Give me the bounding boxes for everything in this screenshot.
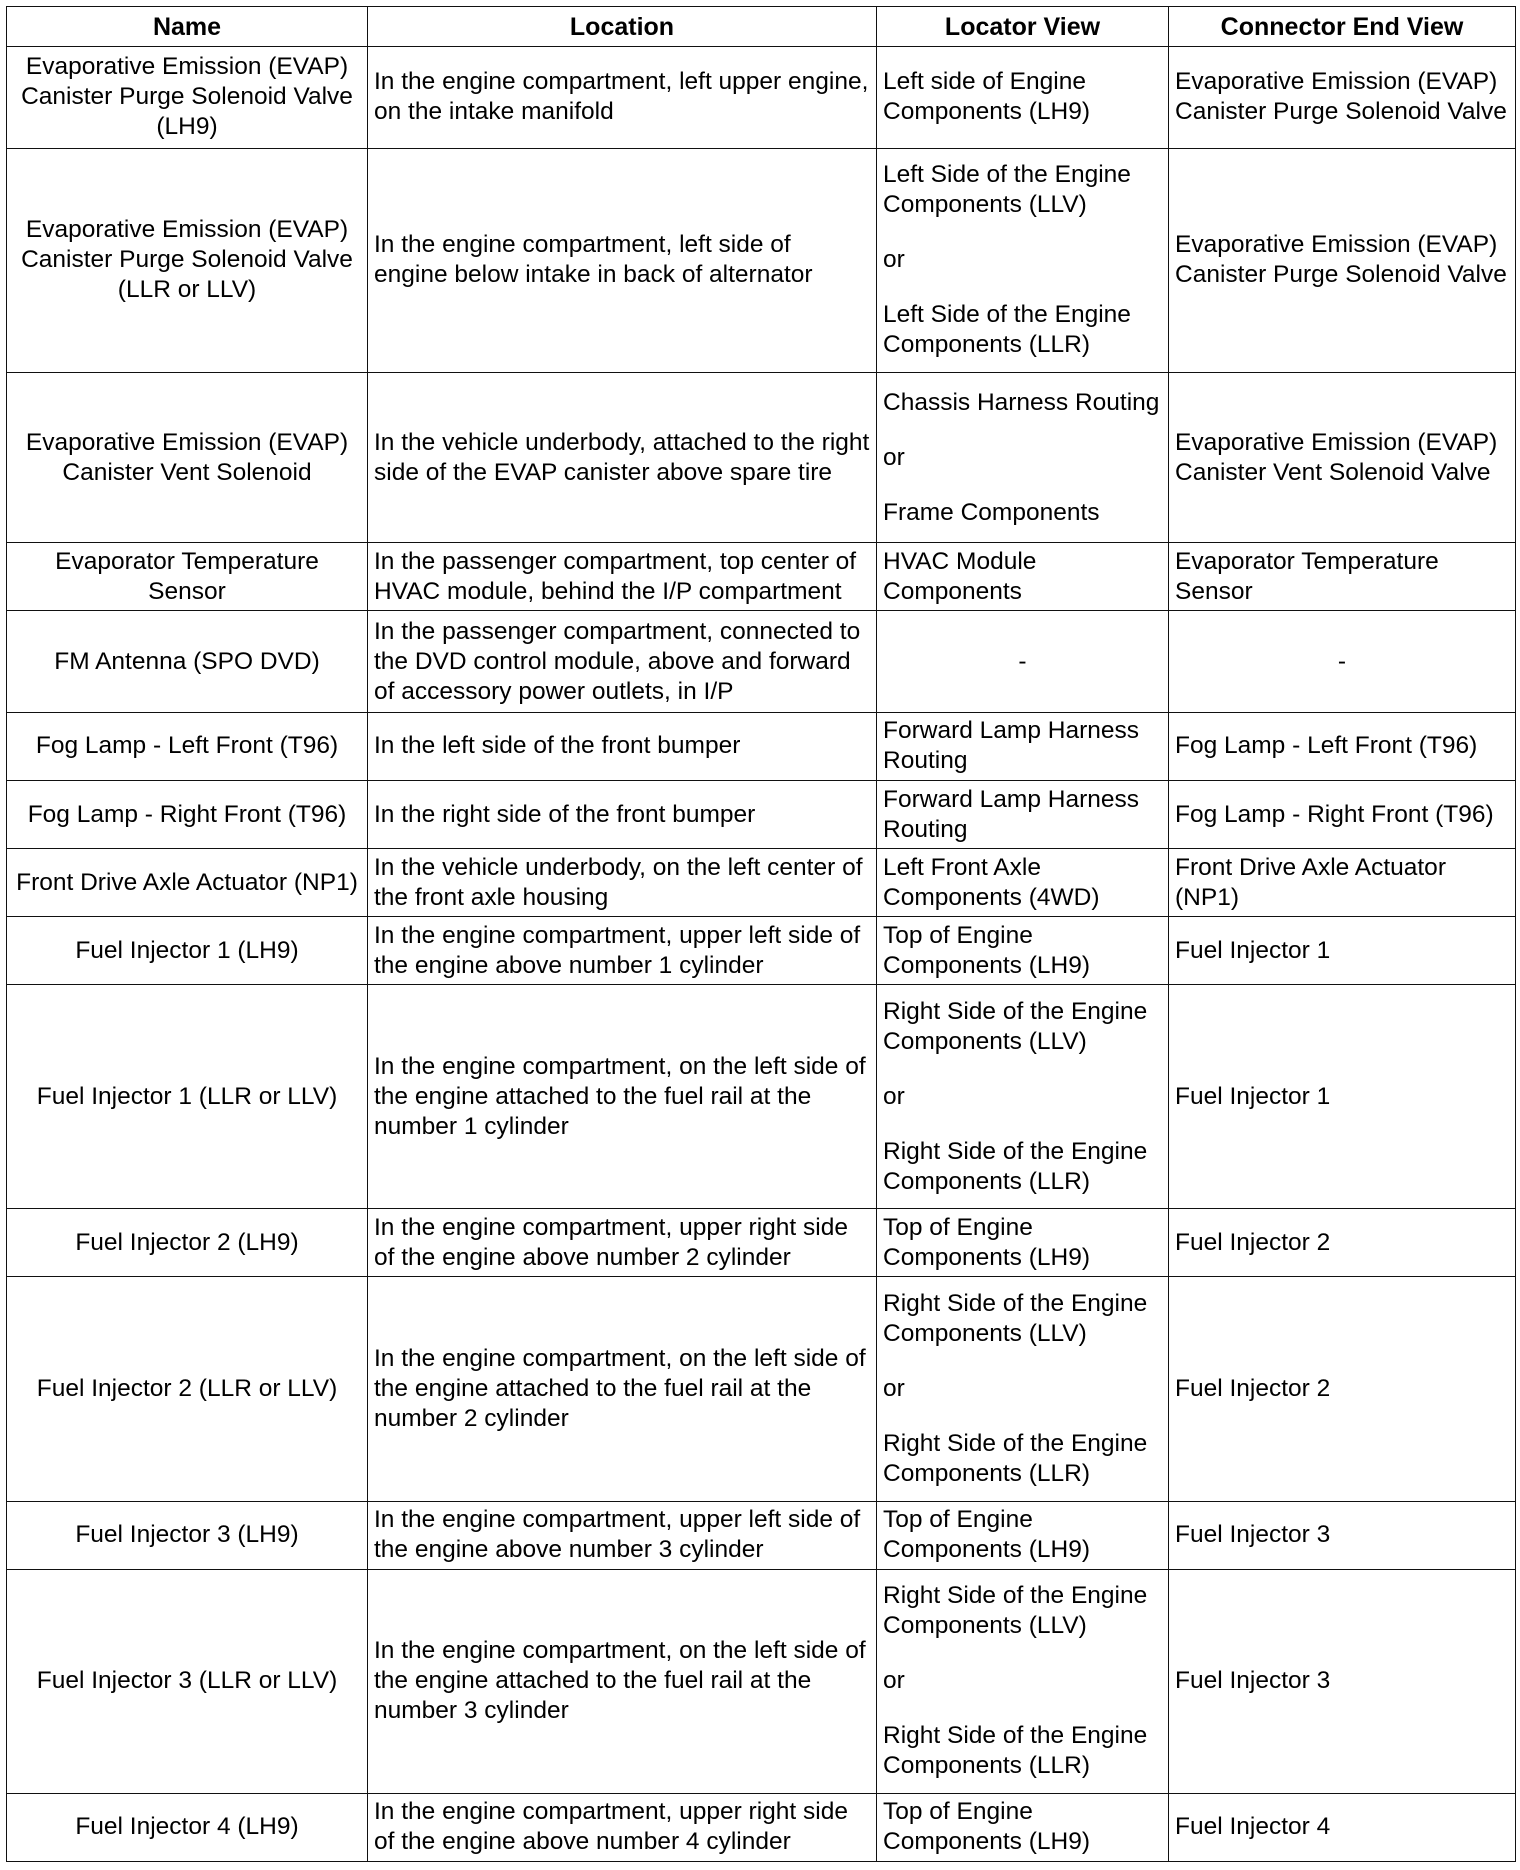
cell-connector-end-view: Fog Lamp - Left Front (T96)	[1169, 712, 1516, 780]
component-locator-table	[6, 6, 1516, 1862]
table-row	[7, 985, 1516, 1209]
locator-view-option: Frame Components	[883, 498, 1100, 526]
cell-locator-view: Left side of Engine Components (LH9)	[877, 47, 1169, 149]
table-row	[7, 1277, 1516, 1501]
table-row	[7, 611, 1516, 713]
cell-locator-view: Top of Engine Components (LH9)	[877, 1793, 1169, 1861]
cell-locator-view	[877, 985, 1169, 1209]
cell-connector-end-view: Fuel Injector 2	[1169, 1277, 1516, 1501]
locator-view-option: Right Side of the Engine Components (LLR)	[883, 1137, 1148, 1195]
cell-location: In the engine compartment, upper left side of the engine above number 1 cylinder	[368, 917, 877, 985]
cell-location: In the engine compartment, on the left side of the engine attached to the fuel rail at the number 2 cylinder	[368, 1277, 877, 1501]
cell-locator-view: Top of Engine Components (LH9)	[877, 1501, 1169, 1569]
cell-location: In the engine compartment, left side of engine below intake in back of alternator	[368, 148, 877, 372]
cell-name: Fuel Injector 3 (LLR or LLV)	[7, 1569, 368, 1793]
cell-connector-end-view: Fuel Injector 3	[1169, 1569, 1516, 1793]
cell-name: Evaporative Emission (EVAP) Canister Vent Solenoid	[7, 372, 368, 543]
cell-location: In the engine compartment, left upper engine, on the intake manifold	[368, 47, 877, 149]
cell-connector-end-view: Evaporative Emission (EVAP) Canister Purge Solenoid Valve	[1169, 47, 1516, 149]
column-header-locator-view: Locator View	[877, 7, 1169, 47]
column-header-name: Name	[7, 7, 368, 47]
table-row	[7, 1501, 1516, 1569]
cell-location: In the vehicle underbody, on the left center of the front axle housing	[368, 849, 877, 917]
cell-connector-end-view: Front Drive Axle Actuator (NP1)	[1169, 849, 1516, 917]
cell-locator-view	[877, 148, 1169, 372]
or-separator: or	[883, 246, 905, 274]
table-row	[7, 148, 1516, 372]
cell-location: In the left side of the front bumper	[368, 712, 877, 780]
cell-connector-end-view: Fuel Injector 3	[1169, 1501, 1516, 1569]
cell-location: In the engine compartment, upper left side of the engine above number 3 cylinder	[368, 1501, 877, 1569]
cell-connector-end-view: Fuel Injector 1	[1169, 917, 1516, 985]
locator-view-option: Right Side of the Engine Components (LLR)	[883, 1430, 1148, 1487]
cell-location: In the engine compartment, upper right side of the engine above number 2 cylinder	[368, 1209, 877, 1277]
cell-connector-end-view: Evaporative Emission (EVAP) Canister Purge Solenoid Valve	[1169, 148, 1516, 372]
table-row	[7, 1569, 1516, 1793]
cell-name: Evaporator Temperature Sensor	[7, 543, 368, 611]
cell-connector-end-view: Fuel Injector 2	[1169, 1209, 1516, 1277]
cell-connector-end-view: -	[1169, 611, 1516, 713]
cell-name: Fog Lamp - Right Front (T96)	[7, 780, 368, 848]
table-row	[7, 917, 1516, 985]
table-row	[7, 849, 1516, 917]
locator-view-option: Left Side of the Engine Components (LLR)	[883, 301, 1131, 359]
cell-location: In the engine compartment, on the left side of the engine attached to the fuel rail at the number 3 cylinder	[368, 1569, 877, 1793]
cell-name: Fog Lamp - Left Front (T96)	[7, 712, 368, 780]
table-row	[7, 1793, 1516, 1861]
header-row	[7, 7, 1516, 47]
cell-location: In the passenger compartment, connected to the DVD control module, above and forward of accessory power outlets, in I/P	[368, 611, 877, 713]
cell-locator-view: Forward Lamp Harness Routing	[877, 712, 1169, 780]
cell-location: In the vehicle underbody, attached to the right side of the EVAP canister above spare tire	[368, 372, 877, 543]
cell-locator-view: Left Front Axle Components (4WD)	[877, 849, 1169, 917]
cell-locator-view	[877, 372, 1169, 543]
cell-connector-end-view: Evaporator Temperature Sensor	[1169, 543, 1516, 611]
or-separator: or	[883, 1667, 905, 1695]
or-separator: or	[883, 1082, 905, 1110]
column-header-connector-end-view: Connector End View	[1169, 7, 1516, 47]
cell-connector-end-view: Fog Lamp - Right Front (T96)	[1169, 780, 1516, 848]
table-row	[7, 47, 1516, 149]
cell-name: FM Antenna (SPO DVD)	[7, 611, 368, 713]
locator-view-option: Right Side of the Engine Components (LLV)	[883, 997, 1148, 1055]
cell-locator-view	[877, 1569, 1169, 1793]
or-separator: or	[883, 1375, 905, 1402]
locator-view-option: Right Side of the Engine Components (LLR)	[883, 1722, 1148, 1780]
cell-name: Fuel Injector 1 (LLR or LLV)	[7, 985, 368, 1209]
cell-location: In the engine compartment, upper right side of the engine above number 4 cylinder	[368, 1793, 877, 1861]
table-row	[7, 372, 1516, 543]
cell-name: Fuel Injector 1 (LH9)	[7, 917, 368, 985]
table-row	[7, 780, 1516, 848]
cell-name: Fuel Injector 2 (LH9)	[7, 1209, 368, 1277]
cell-connector-end-view: Fuel Injector 1	[1169, 985, 1516, 1209]
cell-name: Evaporative Emission (EVAP) Canister Purge Solenoid Valve (LLR or LLV)	[7, 148, 368, 372]
or-separator: or	[883, 443, 905, 471]
cell-locator-view: Top of Engine Components (LH9)	[877, 1209, 1169, 1277]
cell-name: Evaporative Emission (EVAP) Canister Purge Solenoid Valve (LH9)	[7, 47, 368, 149]
cell-locator-view: Forward Lamp Harness Routing	[877, 780, 1169, 848]
cell-location: In the right side of the front bumper	[368, 780, 877, 848]
locator-view-option: Right Side of the Engine Components (LLV)	[883, 1290, 1148, 1347]
cell-connector-end-view: Fuel Injector 4	[1169, 1793, 1516, 1861]
cell-location: In the engine compartment, on the left side of the engine attached to the fuel rail at the number 1 cylinder	[368, 985, 877, 1209]
table-row	[7, 712, 1516, 780]
cell-name: Fuel Injector 2 (LLR or LLV)	[7, 1277, 368, 1501]
cell-locator-view: HVAC Module Components	[877, 543, 1169, 611]
cell-locator-view: -	[877, 611, 1169, 713]
table-row	[7, 1209, 1516, 1277]
locator-view-option: Left Side of the Engine Components (LLV)	[883, 161, 1131, 219]
column-header-location: Location	[368, 7, 877, 47]
cell-locator-view: Top of Engine Components (LH9)	[877, 917, 1169, 985]
locator-view-option: Chassis Harness Routing	[883, 388, 1160, 416]
cell-location: In the passenger compartment, top center of HVAC module, behind the I/P compartment	[368, 543, 877, 611]
cell-name: Front Drive Axle Actuator (NP1)	[7, 849, 368, 917]
cell-locator-view	[877, 1277, 1169, 1501]
cell-connector-end-view: Evaporative Emission (EVAP) Canister Vent Solenoid Valve	[1169, 372, 1516, 543]
locator-view-option: Right Side of the Engine Components (LLV)	[883, 1582, 1148, 1640]
table-row	[7, 543, 1516, 611]
cell-name: Fuel Injector 4 (LH9)	[7, 1793, 368, 1861]
cell-name: Fuel Injector 3 (LH9)	[7, 1501, 368, 1569]
